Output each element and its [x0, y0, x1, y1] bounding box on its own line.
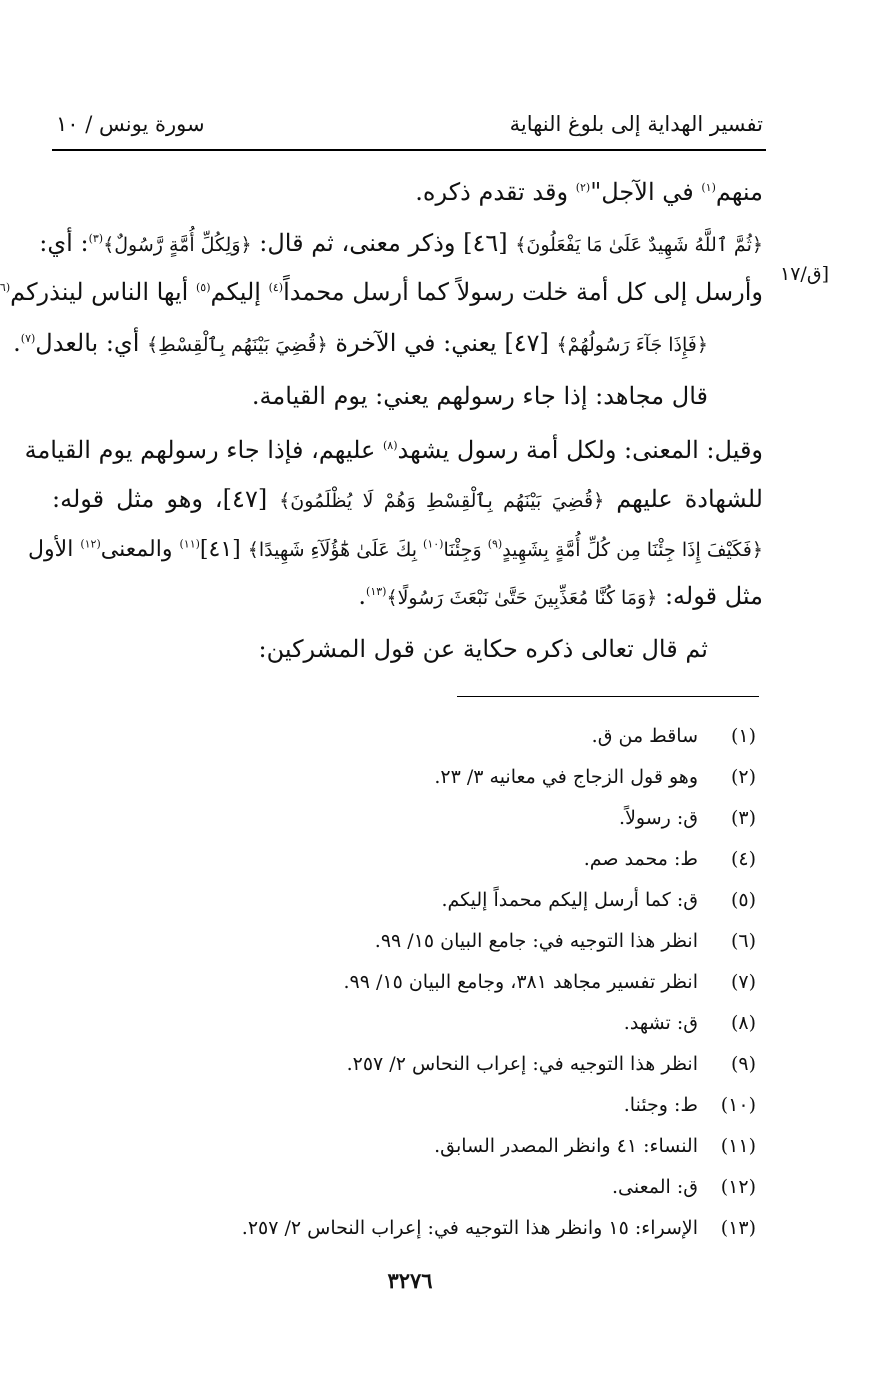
body-line-9	[358, 581, 763, 613]
footnote-item	[375, 929, 756, 953]
footnote-ref: (١٠)	[423, 537, 444, 551]
text-run: وقد تقدم ذكره.	[415, 178, 576, 206]
text-run: أي: بالعدل	[35, 329, 148, 357]
footnote-item	[347, 1052, 756, 1076]
text-run: للشهادة عليهم	[604, 485, 763, 513]
text-run: أيها الناس لينذركم	[10, 278, 196, 306]
footnote-text: وهو قول الزجاج في معانيه ٣/ ٢٣.	[434, 766, 698, 788]
quran-verse: ﴿قُضِيَ بَيْنَهُم بِٱلْقِسْطِ﴾	[147, 334, 328, 356]
quran-verse: ﴿فَكَيْفَ إِذَا جِئْنَا مِن كُلِّ أُمَّةٍ بِشَهِيدٍ	[502, 539, 763, 561]
quran-verse: ﴿وَمَا كُنَّا مُعَذِّبِينَ حَتَّىٰ نَبْعَثَ رَسُولًا﴾	[386, 587, 658, 609]
text-run: .	[13, 329, 21, 357]
footnote-text: ق: رسولاً.	[619, 807, 698, 829]
footnote-ref: (٢)	[575, 181, 591, 194]
footnote-item	[434, 765, 756, 789]
footnote-number: (٧)	[730, 971, 756, 993]
footnote-number: (٨)	[730, 1012, 756, 1034]
body-line-2	[39, 228, 763, 260]
footnote-number: (١٢)	[720, 1176, 756, 1198]
footnote-text: الإسراء: ١٥ وانظر هذا التوجيه في: إعراب النحاس ٢/ ٢٥٧.	[241, 1217, 698, 1239]
footnote-item	[434, 1134, 756, 1158]
quran-verse: وَجِئْنَا	[443, 539, 488, 561]
footnote-number: (٩)	[730, 1053, 756, 1075]
footnote-text: النساء: ٤١ وانظر المصدر السابق.	[434, 1135, 698, 1157]
quran-verse: ﴿ثُمَّ ٱللَّهُ شَهِيدٌ عَلَىٰ مَا يَفْعَلُونَ﴾	[515, 234, 763, 256]
running-header-surah: سورة يونس / ١٠	[56, 112, 205, 136]
footnote-number: (١٠)	[720, 1094, 756, 1116]
footnote-text: ق: كما أرسل إليكم محمداً إليكم.	[441, 889, 698, 911]
footnote-item	[441, 888, 756, 912]
quran-verse: ﴿فَإِذَا جَآءَ رَسُولُهُمْ﴾	[556, 334, 708, 356]
text-run: عليهم، فإذا جاء رسولهم يوم القيامة	[24, 436, 383, 464]
footnote-text: انظر تفسير مجاهد ٣٨١، وجامع البيان ١٥/ ٩٩.	[343, 971, 698, 993]
body-line-4	[13, 328, 708, 360]
footnote-item	[624, 1011, 756, 1035]
footnote-number: (٤)	[730, 848, 756, 870]
text-run: في الآجل"	[590, 178, 702, 206]
text-run: : أي:	[39, 229, 89, 257]
footnote-ref: (١)	[701, 181, 716, 194]
quran-verse: بِكَ عَلَىٰ هَٰٓؤُلَآءِ شَهِيدًا﴾	[247, 539, 424, 561]
footnote-text: ق: المعنى.	[611, 1176, 698, 1198]
footnote-number: (١١)	[720, 1135, 756, 1157]
footnote-number: (١٣)	[720, 1217, 756, 1239]
text-run: [٤٧]، وهو مثل قوله:	[52, 485, 280, 513]
footnote-text: انظر هذا التوجيه في: جامع البيان ١٥/ ٩٩.	[374, 930, 698, 952]
body-line-10: ثم قال تعالى ذكره حكاية عن قول المشركين:	[258, 635, 708, 663]
text-run: إليكم	[210, 278, 269, 306]
footnote-item	[343, 970, 756, 994]
running-header-book-title: تفسير الهداية إلى بلوغ النهاية	[509, 112, 763, 136]
body-line-5: قال مجاهد: إذا جاء رسولهم يعني: يوم القيامة.	[251, 382, 708, 410]
manuscript-margin-reference: [ق/١٧	[780, 263, 829, 285]
footnote-ref: (٣)	[88, 232, 104, 245]
footnote-ref: (١٣)	[366, 585, 387, 598]
footnote-item	[612, 1175, 756, 1199]
text-run: [٤٦] وذكر معنى، ثم قال:	[251, 229, 516, 257]
footnote-text: ق: تشهد.	[623, 1012, 698, 1034]
footnote-item	[584, 847, 756, 871]
footnote-text: ط: وجئنا.	[623, 1094, 698, 1116]
text-run: الأول	[28, 537, 81, 562]
quran-verse: ﴿قُضِيَ بَيْنَهُم بِٱلْقِسْطِ وَهُمْ لَا يُظْلَمُونَ﴾	[279, 490, 605, 512]
page-number: ٣٢٧٦	[387, 1268, 433, 1293]
footnote-text: ساقط من ق.	[591, 725, 698, 747]
footnote-number: (٣)	[730, 807, 756, 829]
body-line-1	[415, 177, 763, 207]
body-line-6	[24, 435, 763, 465]
footnote-number: (٦)	[730, 930, 756, 952]
footnote-ref: (٤)	[268, 281, 284, 294]
footnote-text: انظر هذا التوجيه في: إعراب النحاس ٢/ ٢٥٧.	[346, 1053, 698, 1075]
footnote-item	[619, 806, 756, 830]
text-run: وأرسل إلى كل أمة خلت رسولاً كما أرسل محمداً	[283, 278, 763, 306]
body-line-8	[28, 535, 763, 565]
footnote-ref: (١١)	[179, 537, 200, 551]
text-run: والمعنى	[100, 537, 180, 562]
text-run: منهم	[715, 178, 763, 206]
quran-verse: ﴿وَلِكُلِّ أُمَّةٍ رَّسُولٌ﴾	[103, 234, 252, 256]
footnote-item	[242, 1216, 756, 1240]
text-run: مثل قوله:	[657, 582, 763, 610]
footnote-ref: (٦	[0, 281, 11, 294]
text-run: [٤١]	[199, 537, 248, 562]
footnote-rule	[457, 696, 759, 697]
footnote-item	[592, 724, 756, 748]
header-rule	[52, 149, 766, 151]
body-line-3	[0, 277, 763, 307]
footnote-ref: (١٢)	[80, 537, 101, 551]
text-run: وقيل: المعنى: ولكل أمة رسول يشهد	[397, 436, 763, 464]
text-run: [٤٧] يعني: في الآخرة	[327, 329, 557, 357]
footnote-ref: (٥)	[195, 281, 211, 294]
footnote-ref: (٩)	[487, 537, 503, 551]
footnote-item	[624, 1093, 756, 1117]
footnote-number: (٥)	[730, 889, 756, 911]
footnote-number: (٢)	[730, 766, 756, 788]
footnote-ref: (٧)	[20, 332, 36, 345]
body-line-7	[52, 484, 763, 516]
text-run: .	[358, 582, 367, 610]
footnote-text: ط: محمد صم.	[583, 848, 698, 870]
footnote-ref: (٨)	[383, 439, 398, 452]
footnote-number: (١)	[730, 725, 756, 747]
